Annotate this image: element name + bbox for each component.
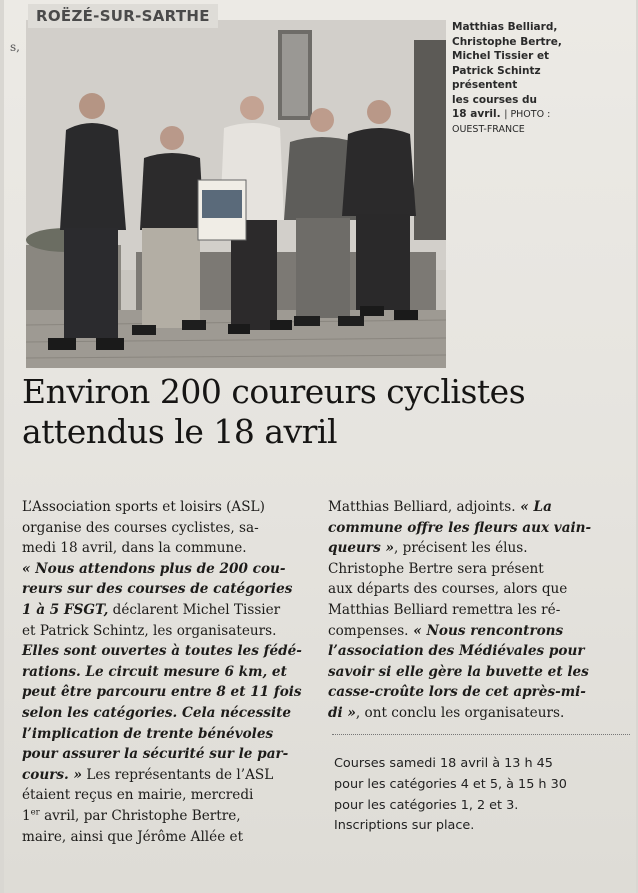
photo-five-men-with-poster <box>26 20 446 368</box>
article-line: 1er avril, par Christophe Bertre, <box>22 807 241 824</box>
article-line: organise des courses cyclistes, sa- <box>22 519 259 536</box>
caption-line: les courses du <box>452 93 537 106</box>
photo-credit-2: OUEST-FRANCE <box>452 123 525 135</box>
article-column-right <box>328 497 624 724</box>
headline-line-1: Environ 200 coureurs cyclistes <box>22 372 526 411</box>
article-line: commune offre les fleurs aux vain- <box>328 519 592 536</box>
article-line: 1 à 5 FSGT, déclarent Michel Tissier <box>22 601 281 618</box>
headline-line-2: attendus le 18 avril <box>22 412 338 451</box>
article-line: Elles sont ouvertes à toutes les fédé- <box>22 643 302 660</box>
article-line: queurs », précisent les élus. <box>328 540 528 557</box>
article-line: L’Association sports et loisirs (ASL) <box>22 499 265 515</box>
article-line: Matthias Belliard, adjoints. « La <box>328 499 552 515</box>
article-line: savoir si elle gère la buvette et les <box>328 663 589 680</box>
article-line: l’implication de trente bénévoles <box>22 725 274 742</box>
info-line: pour les catégories 4 et 5, à 15 h 30 <box>334 776 567 792</box>
article-photo <box>26 20 446 368</box>
caption-line: Patrick Schintz <box>452 64 541 77</box>
caption-line: Matthias Belliard, <box>452 21 558 33</box>
article-line: compenses. « Nous rencontrons <box>328 622 564 639</box>
info-divider <box>332 734 630 735</box>
article-line: aux départs des courses, alors que <box>328 581 568 598</box>
article-line: casse-croûte lors de cet après-mi- <box>328 684 586 701</box>
article-line: maire, ainsi que Jérôme Allée et <box>22 828 244 845</box>
photo-credit-1: | PHOTO : <box>504 109 551 120</box>
article-line: peut être parcouru entre 8 et 11 fois <box>22 684 302 701</box>
article-line: Matthias Belliard remettra les ré- <box>328 601 561 618</box>
edge-mark: s, <box>10 40 20 54</box>
article-line: et Patrick Schintz, les organisateurs. <box>22 622 277 639</box>
article-line: rations. Le circuit mesure 6 km, et <box>22 663 287 680</box>
info-line: Courses samedi 18 avril à 13 h 45 <box>334 756 553 771</box>
article-line: « Nous attendons plus de 200 cou- <box>22 560 286 577</box>
race-info-box <box>334 754 624 837</box>
article-column-left <box>22 497 312 847</box>
headline <box>22 372 622 452</box>
caption-date: 18 avril. <box>452 108 501 120</box>
article-line: reurs sur des courses de catégories <box>22 581 293 598</box>
info-line: Inscriptions sur place. <box>334 818 475 834</box>
article-line: cours. » Les représentants de l’ASL <box>22 766 274 783</box>
article-line: medi 18 avril, dans la commune. <box>22 540 247 557</box>
newspaper-page <box>4 0 636 893</box>
caption-line: Michel Tissier et <box>452 50 550 62</box>
article-line: pour assurer la sécurité sur le par- <box>22 746 289 763</box>
article-line: Christophe Bertre sera présent <box>328 560 544 577</box>
article-line: selon les catégories. Cela nécessite <box>22 704 292 721</box>
caption-line: Christophe Bertre, <box>452 35 562 48</box>
photo-caption <box>452 20 592 137</box>
caption-line-last <box>452 107 592 123</box>
caption-line: présentent <box>452 79 518 91</box>
article-line: étaient reçus en mairie, mercredi <box>22 787 254 804</box>
article-line: l’association des Médiévales pour <box>328 643 585 660</box>
article-line: di », ont conclu les organisateurs. <box>328 704 565 721</box>
section-town-label: ROËZÉ-SUR-SARTHE <box>28 4 218 28</box>
info-line: pour les catégories 1, 2 et 3. <box>334 797 519 813</box>
